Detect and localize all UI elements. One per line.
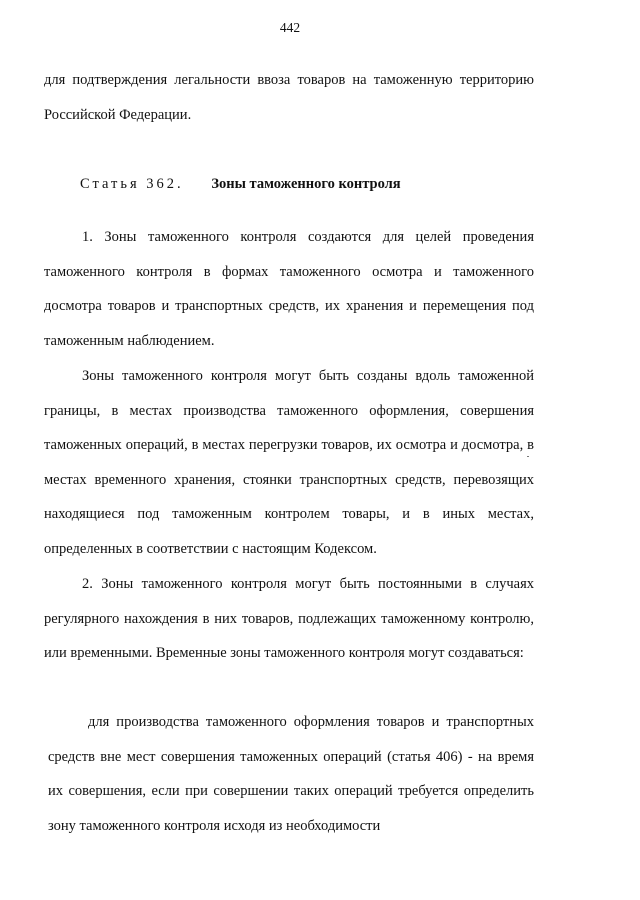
paragraph-4: для производства таможенного оформления товаров и транспортных средств вне мест совершения таможенных операций (статья 406) - на время их совершения, если при совершении таких операций требуется определить зону таможенного контроля исходя из необходимости — [48, 714, 534, 834]
article-heading — [80, 172, 401, 196]
article-title: Зоны таможенного контроля — [211, 176, 401, 192]
paragraph-2: Зоны таможенного контроля могут быть созданы вдоль таможенной границы, в местах производства таможенного оформления, совершения таможенных операций, в местах перегрузки товаров, их осмотра и досмотра, в местах временного хранения, стоянки транспортных средств, перевозящих находящиеся под таможенным контролем товары, и в иных местах, определенных в соответствии с настоящим Кодексом. — [44, 368, 534, 557]
paragraph-1: 1. Зоны таможенного контроля создаются для целей проведения таможенного контроля в формах таможенного осмотра и таможенного досмотра товаров и транспортных средств, их хранения и перемещения под таможенным наблюдением. — [44, 229, 534, 349]
page-number: 442 — [279, 20, 301, 35]
intro-paragraph: для подтверждения легальности ввоза товаров на таможенную территорию Российской Федерации. — [44, 72, 534, 123]
paragraph-3: 2. Зоны таможенного контроля могут быть постоянными в случаях регулярного нахождения в них товаров, подлежащих таможенному контролю, или временными. Временные зоны таможенного контроля могут создаваться: — [44, 576, 534, 661]
article-label: Статья 362. — [80, 176, 184, 192]
scan-speck — [527, 456, 529, 457]
